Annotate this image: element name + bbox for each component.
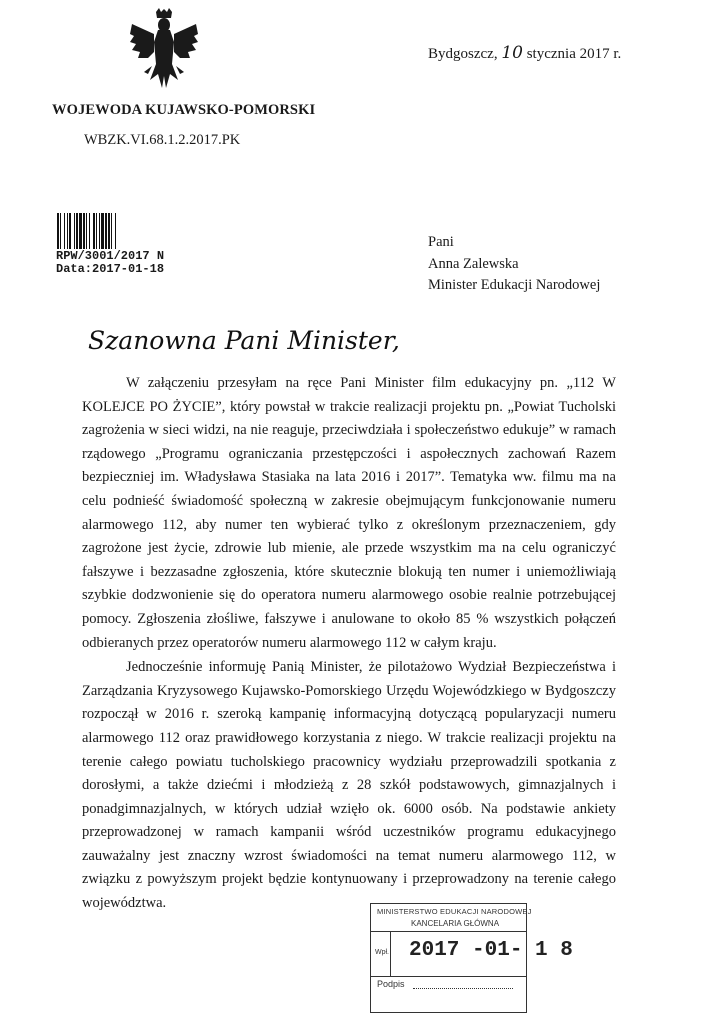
letter-body: [82, 372, 616, 916]
stamp-received-label: Wpł.: [375, 949, 389, 956]
place-date: [428, 43, 621, 63]
paragraph-1: W załączeniu przesyłam na ręce Pani Minister film edukacyjny pn. „112 W KOLEJCE PO ŻYCIE”, który powstał w trakcie realizacji projektu pn. „Powiat Tucholski zagrożenia w sieci widzi, na nie reaguje, przeciwdziała i społeczeństwo edukuje” w ramach rządowego „Programu ograniczania przestępczości i aspołecznych zachowań Razem bezpieczniej im. Władysława Stasiaka na lata 2016 i 2017”. Tematyka ww. filmu ma na celu podnieść świadomość społeczną w zakresie obejmującym funkcjonowanie numeru alarmowego 112, aby numer ten wybierać tylko z określonym przeznaczeniem, gdy zagrożone jest życie, zdrowie lub mienie, ale przede wszystkim ma na celu ograniczyć fałszywe i bezzasadne zgłoszenia, które skutecznie blokują ten numer i uniemożliwiają szybkie dodzwonienie się do operatora numeru alarmowego osobie realnie potrzebującej pomocy. Zgłoszenia złośliwe, fałszywe i anulowane to około 85 % wszystkich połączeń odbieranych przez operatorów numeru alarmowego 112 w całym kraju.: [82, 375, 616, 651]
stamp-divider: [390, 931, 391, 976]
handwritten-day: 10: [501, 43, 523, 63]
stamp-office: KANCELARIA GŁÓWNA: [411, 919, 500, 928]
addressee-block: [428, 232, 600, 297]
stamp-divider: [371, 976, 526, 977]
date-rest: stycznia 2017 r.: [526, 46, 622, 62]
stamp-date: 2017 -01- 1 8: [409, 939, 573, 962]
polish-eagle-icon: [128, 8, 200, 98]
addressee-salutation: Pani: [428, 234, 454, 250]
stamp-signature-line: [413, 988, 513, 989]
registry-number: RPW/3001/2017 N: [56, 249, 165, 263]
stamp-ministry: MINISTERSTWO EDUKACJI NARODOWEJ: [377, 907, 532, 916]
place: Bydgoszcz,: [428, 46, 498, 62]
barcode-icon: [56, 213, 152, 249]
stamp-signature-label: Podpis: [377, 979, 405, 989]
registry-stamp: [370, 903, 573, 1013]
addressee-title: Minister Edukacji Narodowej: [428, 277, 601, 293]
addressee-name: Anna Zalewska: [428, 255, 519, 272]
registry-label: [56, 250, 164, 276]
paragraph-2: Jednocześnie informuję Panią Minister, że pilotażowo Wydział Bezpieczeństwa i Zarządzania Kryzysowego Kujawsko-Pomorskiego Urzędu Wojewódzkiego w Bydgoszczy rozpoczął w 2016 r. szeroką kampanię informacyjną dotyczącą popularyzacji numeru alarmowego 112 oraz prawidłowego korzystania z niego. W trakcie realizacji projektu na terenie całego powiatu tucholskiego pracownicy wydziału przeprowadzili spotkania z dorosłymi, a także dziećmi i młodzieżą z 28 szkół podstawowych, gimnazjalnych i ponadgimnazjalnych, w których udział wzięło ok. 6000 osób. Na podstawie ankiety przeprowadzonej w ramach kampanii wśród uczestników programu edukacyjnego zauważalny jest znaczny wzrost świadomości na temat numeru alarmowego 112, w związku z powyższym projekt będzie kontynuowany i przeprowadzony na terenie całego województwa.: [82, 659, 616, 912]
case-reference: WBZK.VI.68.1.2.2017.PK: [84, 132, 241, 148]
stamp-divider: [371, 931, 526, 932]
registry-date: Data:2017-01-18: [56, 262, 165, 276]
issuing-authority: WOJEWODA KUJAWSKO-POMORSKI: [52, 102, 316, 118]
handwritten-greeting: Szanowna Pani Minister,: [88, 326, 400, 355]
